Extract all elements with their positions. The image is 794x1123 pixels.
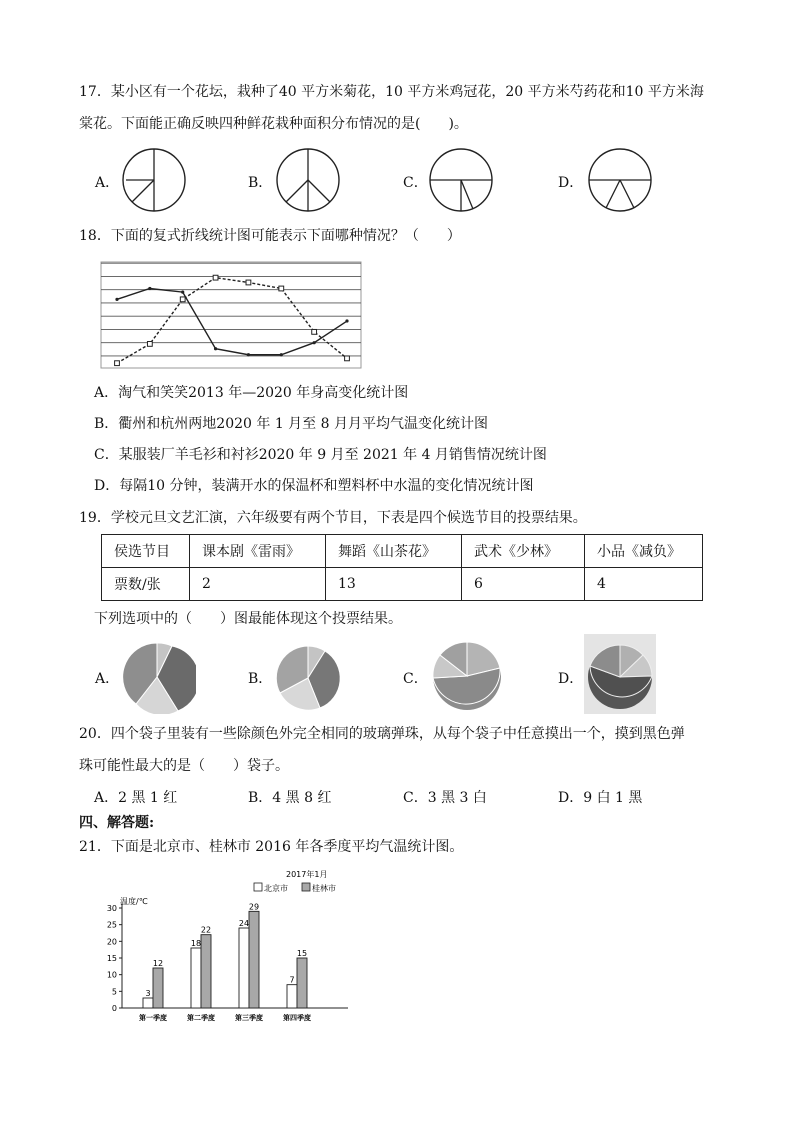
q20-option-c[interactable]: C．3 黑 3 白 [403,790,487,806]
data-point-dashed [180,297,185,302]
bar [239,928,249,1008]
q20-option-d[interactable]: D．9 白 1 黑 [558,790,643,806]
y-tick-label: 25 [106,920,117,930]
legend-label-beijing: 北京市 [264,884,288,893]
legend-swatch-beijing [254,883,262,891]
bar [191,948,201,1008]
bar-value-label: 29 [248,902,260,912]
data-point-dashed [115,361,120,366]
series-line-dashed [117,278,347,364]
bar [297,958,307,1008]
y-tick-label: 0 [111,1004,117,1013]
q20-line1: 20．四个袋子里装有一些除颜色外完全相同的玻璃弹珠，从每个袋子中任意摸出一个，摸到黑色弹 [79,726,685,742]
x-category-label: 第一季度 [139,1014,167,1022]
bar-value-label: 24 [238,919,250,928]
q18-line-chart [99,260,365,372]
data-point-dashed [279,286,284,291]
q18-option-d[interactable]: D．每隔10 分钟，装满开水的保温杯和塑料杯中水温的变化情况统计图 [94,478,534,494]
data-point-solid [181,291,184,294]
table-cell: 小品《减负》 [585,535,703,568]
bar [143,998,153,1008]
y-tick-label: 15 [106,954,117,963]
q19-vote-table [101,534,703,601]
data-point-solid [313,341,316,344]
bar-value-label: 12 [152,959,164,968]
legend-label-guilin: 桂林市 [312,884,336,893]
q19-option-d-label[interactable]: D． [558,671,584,687]
q20-line2: 珠可能性最大的是（ ）袋子。 [79,758,289,774]
table-cell: 舞蹈《山茶花》 [326,535,462,568]
table-cell: 武术《少林》 [462,535,585,568]
data-point-solid [115,298,118,301]
bar [287,985,297,1008]
q19-stem: 19．学校元旦文艺汇演，六年级要有两个节目，下表是四个候选节目的投票结果。 [79,510,587,526]
data-point-solid [345,319,348,322]
table-cell: 2 [190,568,326,601]
q19-prompt: 下列选项中的（ ）图最能体现这个投票结果。 [94,611,402,627]
q19-option-a-label[interactable]: A． [95,671,120,687]
q21-bar-chart [96,866,358,1030]
q19-option-b-pie[interactable] [272,642,344,714]
q21-stem: 21．下面是北京市、桂林市 2016 年各季度平均气温统计图。 [79,839,464,855]
y-tick-label: 30 [106,904,117,913]
bar [249,911,259,1008]
data-point-dashed [246,280,251,285]
q21-bars [139,902,311,1022]
x-category-label: 第四季度 [283,1014,311,1022]
bar-value-label: 7 [289,975,295,985]
q20-option-b[interactable]: B．4 黑 8 红 [248,790,332,806]
table-cell: 侯选节目 [102,535,190,568]
q20-option-a[interactable]: A．2 黑 1 红 [94,790,178,806]
y-tick-label: 20 [106,937,117,947]
table-cell: 6 [462,568,585,601]
table-cell: 13 [326,568,462,601]
q17-option-c-label[interactable]: C． [403,175,428,191]
bar-value-label: 18 [190,939,202,948]
q17-line2: 棠花。下面能正确反映四种鲜花栽种面积分布情况的是( )。 [79,116,468,132]
table-cell: 票数/张 [102,568,190,601]
q18-option-b[interactable]: B．衢州和杭州两地2020 年 1 月至 8 月月平均气温变化统计图 [94,416,488,432]
bar [153,968,163,1008]
x-category-label: 第三季度 [235,1014,263,1022]
data-point-solid [280,353,283,356]
q17-option-d-label[interactable]: D． [558,175,584,191]
y-tick-label: 10 [106,970,117,980]
table-cell: 4 [585,568,703,601]
q19-option-a-pie[interactable] [118,640,196,714]
data-point-dashed [147,342,152,347]
data-point-dashed [213,275,218,280]
q17-option-a-pie[interactable] [118,146,190,214]
q19-option-d-pie[interactable] [584,634,656,714]
q18-option-a[interactable]: A．淘气和笑笑2013 年—2020 年身高变化统计图 [94,385,409,401]
bar [201,935,211,1008]
bar-value-label: 3 [145,989,151,998]
q19-option-c-pie[interactable] [428,638,506,714]
section-title: 四、解答题: [79,815,155,831]
q17-line1: 17．某小区有一个花坛，栽种了40 平方米菊花，10 平方米鸡冠花，20 平方米芍药花和10 平方米海 [79,84,704,100]
q17-option-d-pie[interactable] [584,146,656,214]
data-point-solid [148,287,151,290]
q19-option-b-label[interactable]: B． [248,671,273,687]
legend-swatch-guilin [302,883,310,891]
q21-chart-date: 2017年1月 [286,870,328,879]
y-tick-label: 5 [111,987,117,997]
q21-axes [107,904,348,1013]
q17-option-b-label[interactable]: B． [248,175,273,191]
q17-option-b-pie[interactable] [272,146,344,214]
data-point-dashed [345,356,350,361]
q19-option-c-label[interactable]: C． [403,671,428,687]
table-header-row [102,535,703,568]
q17-option-c-pie[interactable] [425,146,497,214]
data-point-solid [247,353,250,356]
data-point-dashed [312,329,317,334]
data-point-solid [214,347,217,350]
bar-value-label: 15 [296,949,308,958]
q18-stem: 18．下面的复式折线统计图可能表示下面哪种情况？（ ） [79,228,461,244]
x-category-label: 第二季度 [187,1014,215,1022]
q18-series [115,275,350,365]
table-cell: 课本剧《雷雨》 [190,535,326,568]
table-row [102,568,703,601]
bar-value-label: 22 [200,925,212,935]
q18-option-c[interactable]: C．某服装厂羊毛衫和衬衫2020 年 9 月至 2021 年 4 月销售情况统计图 [94,447,547,463]
q17-option-a-label[interactable]: A． [95,175,120,191]
q21-y-axis-label: 温度/℃ [120,897,148,906]
